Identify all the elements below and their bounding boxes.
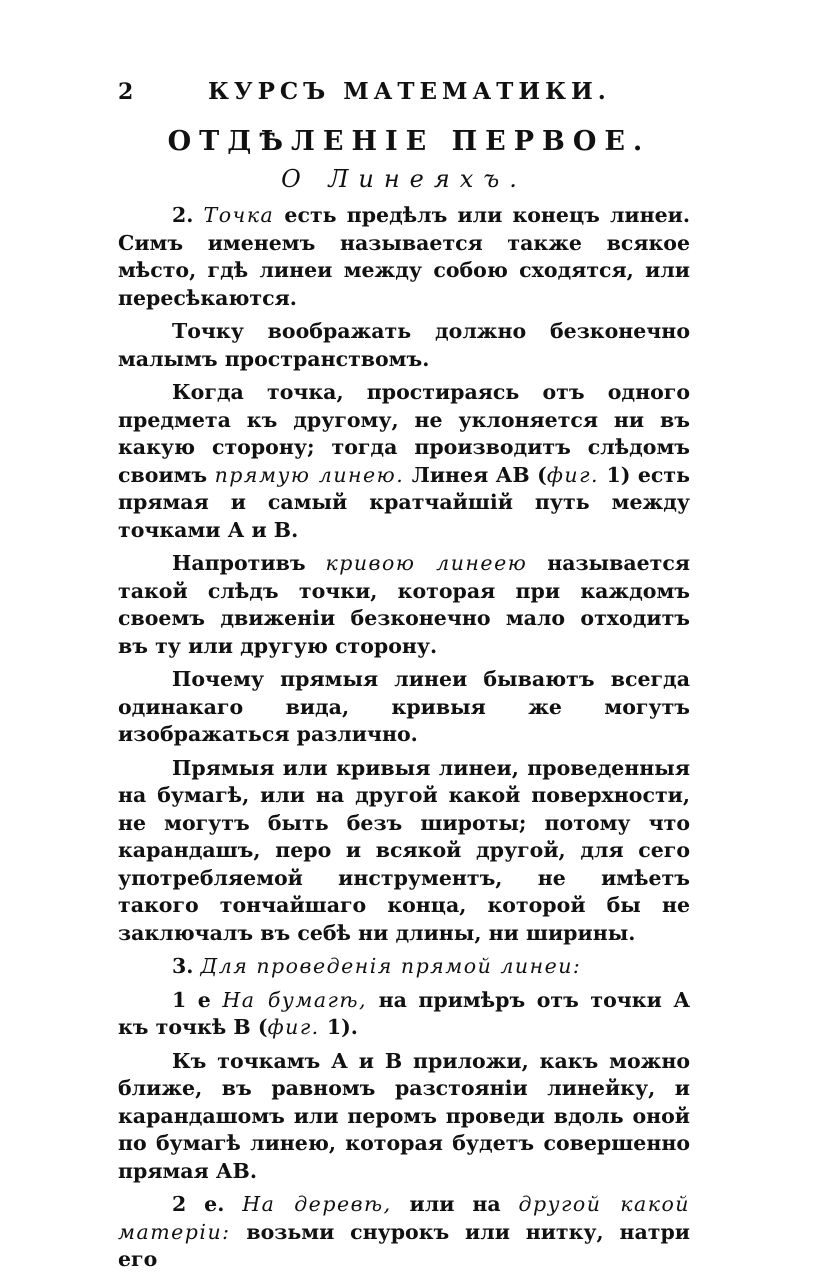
list-marker: 1 е bbox=[172, 987, 211, 1012]
section-subtitle: О Линеяхъ. bbox=[281, 165, 527, 193]
paragraph-text: Когда точка, простираясь отъ одного предмета къ другому, не уклоняется ни въ какую сторону; тогда производитъ слѣдомъ своимъ bbox=[118, 380, 690, 487]
paragraph-straight-line bbox=[118, 379, 690, 544]
term-curved-line: кривою линеею bbox=[325, 551, 528, 575]
paragraph-on-wood bbox=[118, 1191, 690, 1274]
running-head bbox=[118, 78, 690, 114]
paragraph-on-paper bbox=[118, 987, 690, 1042]
paragraph-text: 1) есть прямая и самый кратчайшій путь между точками А и В. bbox=[118, 462, 691, 542]
term-point: Точка bbox=[203, 203, 275, 227]
paragraph-text: 1). bbox=[326, 1015, 358, 1039]
page-number: 2 bbox=[118, 79, 134, 105]
list-marker: 2 е. bbox=[172, 1192, 225, 1216]
running-title: КУРСЪ МАТЕМАТИКИ. bbox=[208, 78, 611, 105]
paragraph-text: на примѣръ отъ точки А къ точкѣ В ( bbox=[118, 987, 691, 1039]
paragraph-curved-line bbox=[118, 550, 690, 660]
paragraph-text: Почему прямыя линеи бываютъ всегда одинакаго вида, кривыя же могутъ изображаться различно. bbox=[118, 667, 690, 746]
paragraph-text: Къ точкамъ А и В приложи, какъ можно ближе, въ равномъ разстояніи линейку, и карандашомъ или перомъ проведи вдоль оной по бумагѣ линею, которая будетъ совершенно прямая АВ. bbox=[118, 1048, 690, 1183]
paragraph-text: есть предѣлъ или конецъ линеи. Симъ именемъ называется также всякое мѣсто, гдѣ линеи между собою сходятся, или пересѣкаются. bbox=[118, 203, 691, 310]
section-title: ОТДѢЛЕНІЕ ПЕРВОЕ. bbox=[167, 126, 651, 157]
figure-ref: фиг. bbox=[267, 1015, 320, 1039]
paragraph-text: Линея АВ ( bbox=[411, 462, 547, 487]
paragraph-text: возьми снурокъ или нитку, натри его bbox=[118, 1219, 690, 1271]
paragraph-text: или на bbox=[409, 1192, 501, 1216]
paragraph-number: 3. bbox=[172, 954, 194, 978]
paragraph-text: Напротивъ bbox=[172, 551, 306, 575]
term-other-material: другой какой матеріи: bbox=[118, 1192, 690, 1244]
paragraph-text: называется такой слѣдъ точки, которая при каждомъ своемъ движеніи безконечно мало отходитъ въ ту или другую сторону. bbox=[118, 551, 691, 658]
paragraph-number: 2. bbox=[172, 203, 194, 227]
term-on-wood: На деревѣ, bbox=[242, 1192, 392, 1216]
term-drawing-straight-line: Для проведенія прямой линеи: bbox=[200, 954, 582, 978]
figure-ref: фиг. bbox=[546, 462, 599, 487]
paragraph-line-width bbox=[118, 755, 690, 948]
paragraph-drawing-heading bbox=[118, 953, 690, 981]
paragraph-text: Точку воображать должно безконечно малымъ пространствомъ. bbox=[118, 319, 690, 371]
paragraph-text: Прямыя или кривыя линеи, проведенныя на бумагѣ, или на другой какой поверхности, не могутъ быть безъ широты; потому что карандашъ, перо и всякой другой, для сего употребляемой инструментъ, не имѣетъ такого тончайшаго конца, которой бы не заключалъ въ себѣ ни длины, ни ширины. bbox=[118, 755, 690, 945]
paragraph-point-size bbox=[118, 318, 690, 373]
book-page bbox=[118, 78, 690, 1280]
paragraph-line-forms bbox=[118, 666, 690, 749]
term-straight-line: прямую линею. bbox=[214, 462, 405, 487]
term-on-paper: На бумагѣ, bbox=[222, 987, 368, 1012]
paragraph-ruler-method bbox=[118, 1048, 690, 1186]
paragraph-point-definition bbox=[118, 202, 690, 312]
